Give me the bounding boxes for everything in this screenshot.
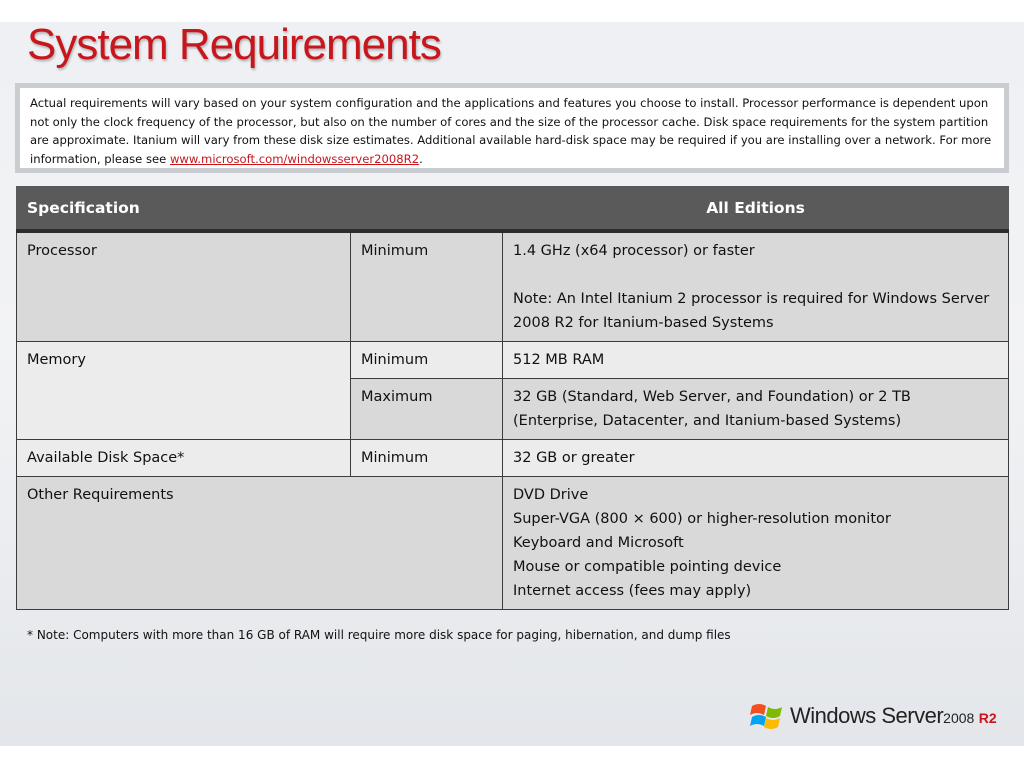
disk-label: Available Disk Space* xyxy=(17,440,351,477)
processor-level: Minimum xyxy=(351,231,503,342)
other-item: Super-VGA (800 × 600) or higher-resolution monitor xyxy=(513,511,891,527)
table-row-other xyxy=(17,477,1009,610)
logo-version: 2008 xyxy=(943,710,975,726)
other-item: Mouse or compatible pointing device xyxy=(513,559,782,575)
page-title: System Requirements xyxy=(27,20,441,69)
other-label: Other Requirements xyxy=(17,477,503,610)
table-header-row xyxy=(17,187,1009,232)
intro-body: Actual requirements will vary based on your system configuration and the applications and features you choose to install. Processor performance is dependent upon not only the clock frequency of the processor, but also on the number of cores and the size of the processor cache. Disk space requirements for the system partition are approximate. Itanium will vary from these disk size estimates. Additional available hard-disk space may be required if you are installing over a network. For more information, please see xyxy=(30,96,992,166)
table-row-processor xyxy=(17,231,1009,342)
intro-frame xyxy=(15,83,1009,173)
other-item: Keyboard and Microsoft xyxy=(513,535,684,551)
memory-max-level: Maximum xyxy=(351,379,503,440)
memory-max-value: 32 GB (Standard, Web Server, and Foundation) or 2 TB (Enterprise, Datacenter, and Itanium-based Systems) xyxy=(503,379,1009,440)
microsoft-link[interactable]: www.microsoft.com/windowsserver2008R2 xyxy=(169,151,420,166)
processor-value: 1.4 GHz (x64 processor) or faster xyxy=(513,243,755,259)
logo-release: R2 xyxy=(978,710,997,726)
intro-end: . xyxy=(419,151,423,166)
logo-text xyxy=(790,703,997,729)
other-item: Internet access (fees may apply) xyxy=(513,583,752,599)
disk-value: 32 GB or greater xyxy=(503,440,1009,477)
other-items-cell xyxy=(503,477,1009,610)
memory-min-value: 512 MB RAM xyxy=(503,342,1009,379)
footnote: * Note: Computers with more than 16 GB of RAM will require more disk space for paging, hibernation, and dump files xyxy=(27,628,731,642)
intro-text xyxy=(20,88,1004,168)
header-specification: Specification xyxy=(17,187,503,232)
processor-value-cell xyxy=(503,231,1009,342)
memory-min-level: Minimum xyxy=(351,342,503,379)
disk-level: Minimum xyxy=(351,440,503,477)
other-item: DVD Drive xyxy=(513,487,589,503)
processor-note: Note: An Intel Itanium 2 processor is required for Windows Server 2008 R2 for Itanium-based Systems xyxy=(513,291,990,331)
requirements-table xyxy=(16,186,1009,610)
table-row-disk xyxy=(17,440,1009,477)
header-all-editions: All Editions xyxy=(503,187,1009,232)
windows-flag-icon xyxy=(750,698,786,734)
memory-label: Memory xyxy=(17,342,351,440)
logo-brand: Windows Server xyxy=(790,703,944,728)
table-row-memory-min xyxy=(17,342,1009,379)
windows-server-logo xyxy=(750,698,1000,738)
slide xyxy=(0,22,1024,746)
processor-label: Processor xyxy=(17,231,351,342)
